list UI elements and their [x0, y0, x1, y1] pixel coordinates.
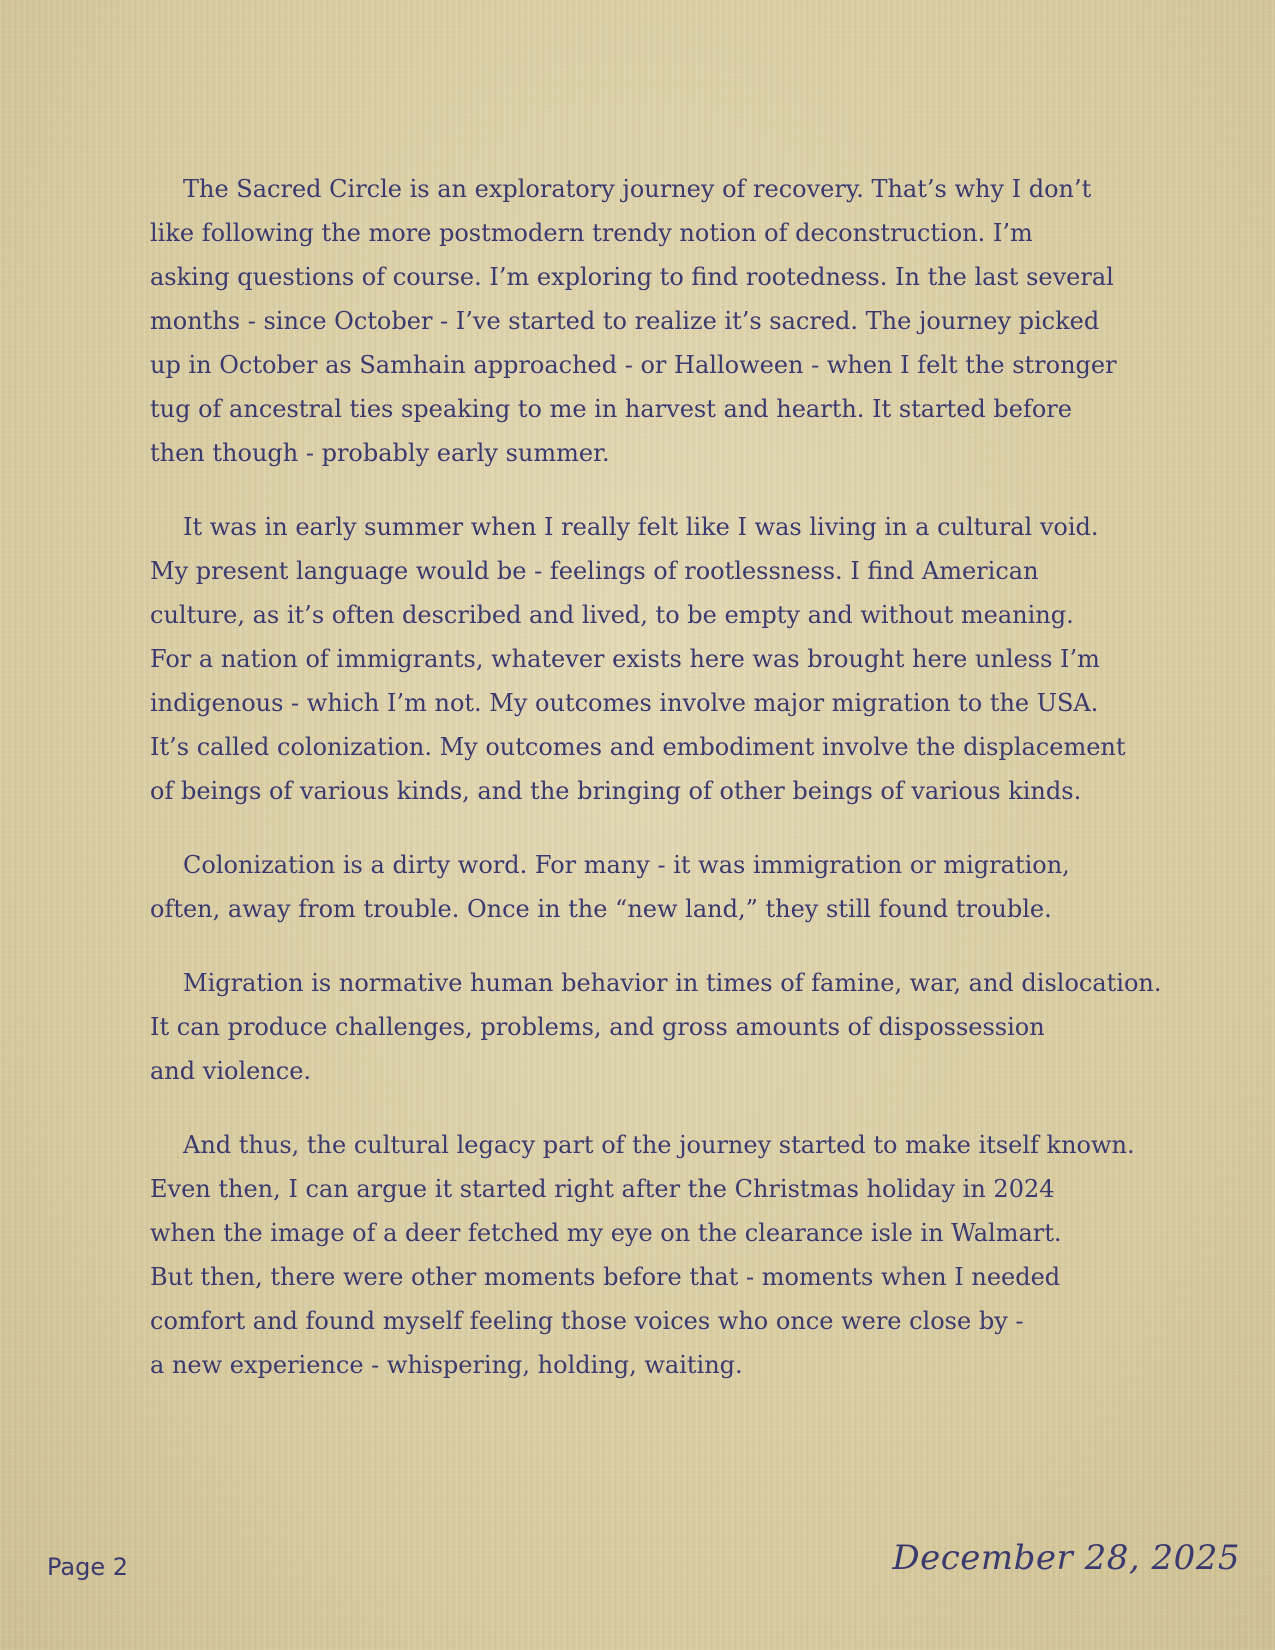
text-line: like following the more postmodern trendy notion of deconstruction. I’m: [150, 219, 1033, 247]
paragraph-4: [150, 961, 1230, 1093]
text-line: But then, there were other moments before that - moments when I needed: [150, 1263, 1061, 1291]
paragraph-2: [150, 505, 1230, 813]
text-line: up in October as Samhain approached - or Halloween - when I felt the stronger: [150, 351, 1117, 379]
document-body: [150, 167, 1230, 1417]
footer-date: December 28, 2025: [892, 1538, 1240, 1578]
text-line: My present language would be - feelings of rootlessness. I find American: [150, 557, 1039, 585]
text-line: Colonization is a dirty word. For many - it was immigration or migration,: [183, 851, 1070, 879]
paragraph-3: [150, 843, 1230, 931]
paragraph-1: [150, 167, 1230, 475]
text-line: It can produce challenges, problems, and gross amounts of dispossession: [150, 1013, 1045, 1041]
text-line: For a nation of immigrants, whatever exists here was brought here unless I’m: [150, 645, 1100, 673]
text-line: tug of ancestral ties speaking to me in harvest and hearth. It started before: [150, 395, 1072, 423]
paragraph-5: [150, 1123, 1230, 1387]
text-line: often, away from trouble. Once in the “new land,” they still found trouble.: [150, 895, 1052, 923]
text-line: culture, as it’s often described and lived, to be empty and without meaning.: [150, 601, 1074, 629]
text-line: then though - probably early summer.: [150, 439, 610, 467]
text-line: comfort and found myself feeling those voices who once were close by -: [150, 1307, 1024, 1335]
text-line: Even then, I can argue it started right after the Christmas holiday in 2024: [150, 1175, 1055, 1203]
text-line: Migration is normative human behavior in times of famine, war, and dislocation.: [183, 969, 1162, 997]
text-line: and violence.: [150, 1057, 312, 1085]
text-line: It’s called colonization. My outcomes and embodiment involve the displacement: [150, 733, 1126, 761]
text-line: And thus, the cultural legacy part of the journey started to make itself known.: [183, 1131, 1135, 1159]
text-line: months - since October - I’ve started to realize it’s sacred. The journey picked: [150, 307, 1100, 335]
text-line: a new experience - whispering, holding, waiting.: [150, 1351, 743, 1379]
text-line: indigenous - which I’m not. My outcomes involve major migration to the USA.: [150, 689, 1099, 717]
text-line: The Sacred Circle is an exploratory journey of recovery. That’s why I don’t: [183, 175, 1092, 203]
text-line: It was in early summer when I really felt like I was living in a cultural void.: [183, 513, 1099, 541]
text-line: asking questions of course. I’m exploring to find rootedness. In the last several: [150, 263, 1114, 291]
text-line: of beings of various kinds, and the bringing of other beings of various kinds.: [150, 777, 1082, 805]
text-line: when the image of a deer fetched my eye on the clearance isle in Walmart.: [150, 1219, 1062, 1247]
page-number: Page 2: [47, 1553, 128, 1581]
